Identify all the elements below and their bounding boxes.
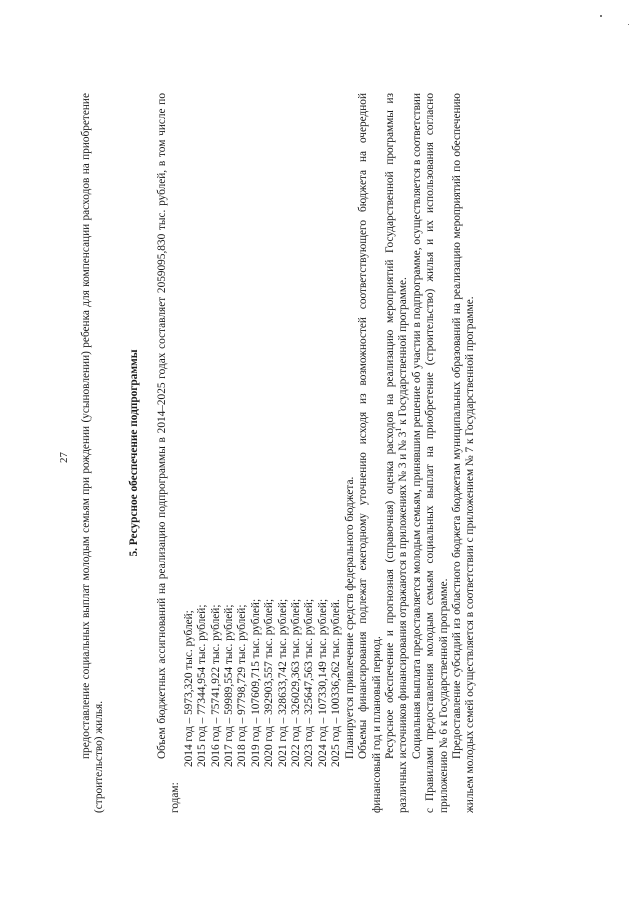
resource-text-end: к Государственной программе. <box>397 277 410 428</box>
intro-paragraph: предоставление социальных выплат молодым семьям при рождении (усыновлении) ребенка для компенсации расходов на приобретение (строительство) жилья. <box>80 93 106 813</box>
section-heading-block <box>128 93 141 813</box>
section-title: 5. Ресурсное обеспечение подпрограммы <box>128 349 140 557</box>
resource-text: Ресурсное обеспечение и прогнозная (справочная) оценка расходов на реализацию мероприятий Государственной программы из различных источников финансирования отражаются в приложениях № 3 и № 3 <box>383 93 410 813</box>
funding-year-2016: 2016 год – 75741,922 тыс. рублей; <box>209 604 222 767</box>
funding-year-2024: 2024 год – 107330,149 тыс. рублей; <box>316 598 329 767</box>
resource-superscript: 1 <box>394 427 404 432</box>
funding-year-2019: 2019 год – 107609,715 тыс. рублей; <box>249 598 262 767</box>
resource-paragraph <box>384 93 411 813</box>
funding-year-2014: 2014 год – 5973,320 тыс. рублей; <box>182 610 195 767</box>
funding-year-list <box>183 93 344 813</box>
funding-year-2022: 2022 год – 326029,363 тыс. рублей; <box>290 598 303 767</box>
funding-year-2017: 2017 год – 59989,554 тыс. рублей; <box>223 604 236 767</box>
annual-adjustment-paragraph: Объемы финансирования подлежат ежегодному уточнению исходя из возможностей соответствующего бюджета на очередной финансовый год и плановый период. <box>357 93 383 813</box>
funding-year-2020: 2020 год – 392903,557 тыс. рублей; <box>263 598 276 767</box>
funding-block <box>156 93 478 813</box>
scan-speck <box>628 24 629 25</box>
funding-year-2015: 2015 год – 77344,954 тыс. рублей; <box>196 604 209 767</box>
social-payment-paragraph: Социальная выплата предоставляется молодым семьям, принявшим решение об участии в подпрограмме, осуществляется в соответствии с Правилами предоставления молодым семьям социальных выплат на приобретение (строительство) жилья и их использования согласно приложению № 6 к Государственной программе. <box>410 93 450 813</box>
federal-budget-paragraph: Планируется привлечение средств федерального бюджета. <box>343 476 356 759</box>
funding-year-2018: 2018 год – 97798,729 тыс. рублей; <box>236 604 249 767</box>
scan-speck <box>600 15 602 17</box>
funding-year-2023: 2023 год – 325647,563 тыс. рублей; <box>303 598 316 767</box>
intro-block <box>80 93 107 813</box>
funding-year-2021: 2021 год – 328633,742 тыс. рублей; <box>276 598 289 767</box>
funding-year-2025: 2025 год – 100336,262 тыс. рублей. <box>330 599 343 767</box>
funding-lead: Объем бюджетных ассигнований на реализацию подпрограммы в 2014–2025 годах составляет 2059095,830 тыс. рублей, в том числе по годам: <box>156 93 182 813</box>
page-number: 27 <box>58 452 70 463</box>
subsidy-paragraph: Предоставление субсидий из областного бюджета бюджетам муниципальных образований на реализацию мероприятий по обеспечению жильем молодых семей осуществляется в соответствии с приложением № 7 к Государственной программе. <box>450 93 477 813</box>
